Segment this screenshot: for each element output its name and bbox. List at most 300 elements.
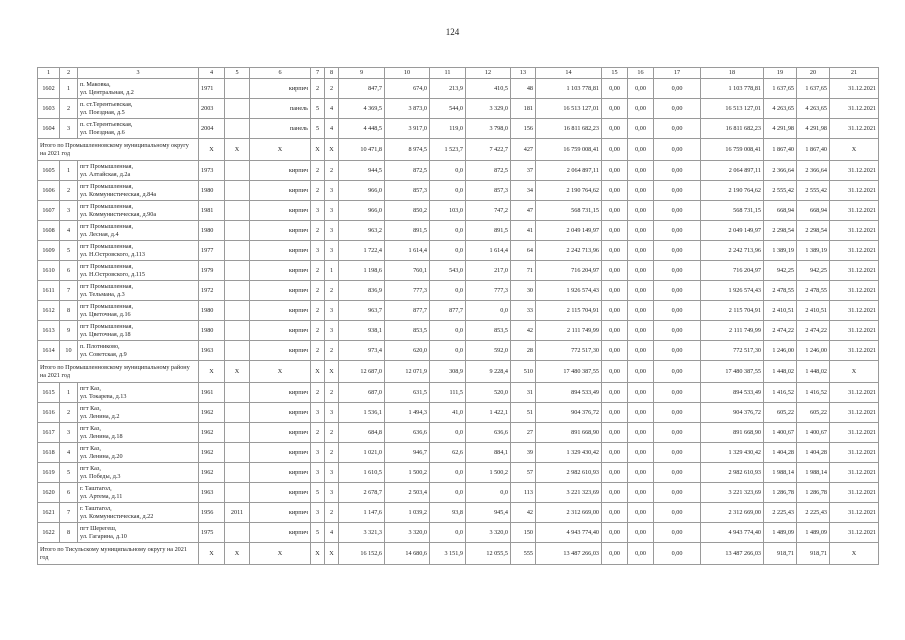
table-cell: 853,5 (385, 321, 430, 341)
table-cell: 4 (60, 443, 78, 463)
table-cell: 872,5 (385, 161, 430, 181)
table-cell: 1 614,4 (466, 241, 511, 261)
table-cell: 31.12.2021 (830, 483, 879, 503)
table-cell: кирпич (250, 423, 311, 443)
column-number-cell: 21 (830, 68, 879, 79)
table-cell: 31.12.2021 (830, 201, 879, 221)
table-cell: X (250, 543, 311, 565)
table-cell: 51 (511, 403, 536, 423)
table-cell: 31.12.2021 (830, 443, 879, 463)
table-cell: 716 204,97 (536, 261, 602, 281)
table-cell: 1961 (199, 383, 225, 403)
table-cell: 3 873,0 (385, 99, 430, 119)
table-cell: 0,00 (654, 119, 701, 139)
table-cell: 1972 (199, 281, 225, 301)
column-number-cell: 14 (536, 68, 602, 79)
table-cell: 1971 (199, 79, 225, 99)
table-cell: 3 (60, 119, 78, 139)
table-cell: 12 687,0 (339, 361, 385, 383)
table-cell: 2 (311, 181, 325, 201)
total-label-cell: Итого по Тисульскому муниципальному округу на 2021 год (38, 543, 199, 565)
table-cell: 0,00 (654, 181, 701, 201)
table-cell: 3 (311, 201, 325, 221)
table-cell: 4 291,98 (797, 119, 830, 139)
table-cell: 0,00 (628, 443, 654, 463)
table-cell: 520,0 (466, 383, 511, 403)
table-cell: 1617 (38, 423, 60, 443)
table-cell: кирпич (250, 201, 311, 221)
table-row (38, 523, 879, 543)
table-cell: X (250, 139, 311, 161)
table-cell: 0,00 (628, 221, 654, 241)
table-cell: 31.12.2021 (830, 119, 879, 139)
column-number-cell: 6 (250, 68, 311, 79)
table-row (38, 483, 879, 503)
table-cell: 3 (325, 483, 339, 503)
table-cell: 2 (311, 281, 325, 301)
table-cell: 1 (60, 383, 78, 403)
table-row (38, 241, 879, 261)
table-cell: 555 (511, 543, 536, 565)
table-cell (225, 301, 250, 321)
table-cell: 1 416,52 (797, 383, 830, 403)
table-cell: 1956 (199, 503, 225, 523)
table-cell: 0,00 (654, 423, 701, 443)
table-cell: кирпич (250, 221, 311, 241)
table-cell: 850,2 (385, 201, 430, 221)
table-cell (225, 383, 250, 403)
table-cell: X (311, 139, 325, 161)
table-cell: 760,1 (385, 261, 430, 281)
address-cell: пгт Каз, ул. Победы, д.3 (78, 463, 199, 483)
table-cell: 12 055,5 (466, 543, 511, 565)
table-cell: 3 (325, 463, 339, 483)
table-cell: 2 225,43 (764, 503, 797, 523)
column-number-cell: 8 (325, 68, 339, 79)
table-cell: 1 610,5 (339, 463, 385, 483)
address-cell: пгт Промышленная, ул. Н.Островского, д.113 (78, 241, 199, 261)
table-cell: 1 536,1 (339, 403, 385, 423)
table-cell: 3 (325, 403, 339, 423)
address-cell: п. Плотниково, ул. Советская, д.9 (78, 341, 199, 361)
table-cell: 0,00 (654, 241, 701, 261)
table-cell: 3 (311, 241, 325, 261)
table-cell: кирпич (250, 503, 311, 523)
table-cell: X (199, 139, 225, 161)
table-cell: 0,0 (430, 321, 466, 341)
table-cell: 891,5 (466, 221, 511, 241)
table-cell: 942,25 (797, 261, 830, 281)
table-cell: 966,0 (339, 201, 385, 221)
table-cell: 0,00 (628, 261, 654, 281)
table-cell: 1 867,40 (797, 139, 830, 161)
table-cell: 2 (60, 99, 78, 119)
table-cell: 0,0 (430, 181, 466, 201)
table-row (38, 281, 879, 301)
table-cell: 1613 (38, 321, 60, 341)
table-cell: X (225, 361, 250, 383)
address-cell: пгт Промышленная, ул. Цветочная, д.16 (78, 301, 199, 321)
table-cell: 5 (311, 483, 325, 503)
table-cell: кирпич (250, 483, 311, 503)
table-cell: 857,3 (466, 181, 511, 201)
table-cell: 2 678,7 (339, 483, 385, 503)
table-cell: X (199, 361, 225, 383)
table-cell: 1 103 778,81 (701, 79, 764, 99)
table-cell: X (325, 361, 339, 383)
table-cell: 47 (511, 201, 536, 221)
address-cell: пгт Промышленная, ул. Цветочная, д.18 (78, 321, 199, 341)
table-cell: 1 389,19 (797, 241, 830, 261)
column-number-cell: 16 (628, 68, 654, 79)
table-cell: 0,00 (628, 321, 654, 341)
table-cell: 308,9 (430, 361, 466, 383)
table-cell: 2 (325, 383, 339, 403)
table-cell: 1 147,6 (339, 503, 385, 523)
table-cell (225, 321, 250, 341)
table-cell: 1 404,28 (764, 443, 797, 463)
table-cell: 13 487 266,03 (701, 543, 764, 565)
table-cell: 4 943 774,40 (536, 523, 602, 543)
table-cell: 31.12.2021 (830, 261, 879, 281)
table-cell: 0,00 (654, 201, 701, 221)
table-cell: кирпич (250, 403, 311, 423)
table-cell: 31.12.2021 (830, 241, 879, 261)
table-cell: 687,0 (339, 383, 385, 403)
table-cell: 71 (511, 261, 536, 281)
table-cell: 119,0 (430, 119, 466, 139)
total-label-cell: Итого по Промышленновскому муниципальному району на 2021 год (38, 361, 199, 383)
table-cell: 5 (60, 463, 78, 483)
address-cell: п. ст.Терентьевская, ул. Поездная, д.6 (78, 119, 199, 139)
table-cell: 1 103 778,81 (536, 79, 602, 99)
table-cell: 631,5 (385, 383, 430, 403)
table-cell: 636,6 (385, 423, 430, 443)
table-cell (225, 161, 250, 181)
table-cell: 2004 (199, 119, 225, 139)
table-cell: 0,00 (602, 241, 628, 261)
table-cell: 1 329 430,42 (701, 443, 764, 463)
table-cell: 39 (511, 443, 536, 463)
table-cell: 0,00 (654, 503, 701, 523)
table-cell: 877,7 (430, 301, 466, 321)
table-cell: 410,5 (466, 79, 511, 99)
table-body (38, 68, 879, 565)
table-cell: 891 668,90 (536, 423, 602, 443)
table-cell: 0,00 (628, 201, 654, 221)
table-cell: кирпич (250, 341, 311, 361)
table-cell: 0,00 (654, 341, 701, 361)
table-cell: 944,5 (339, 161, 385, 181)
table-cell: 31.12.2021 (830, 181, 879, 201)
table-cell: 3 329,0 (466, 99, 511, 119)
table-cell: 872,5 (466, 161, 511, 181)
table-row (38, 161, 879, 181)
table-cell: 2003 (199, 99, 225, 119)
table-cell: 1606 (38, 181, 60, 201)
table-cell: 0,00 (654, 383, 701, 403)
table-cell: 0,00 (602, 341, 628, 361)
table-cell: 1615 (38, 383, 60, 403)
table-cell: 31.12.2021 (830, 281, 879, 301)
table-cell: 777,3 (466, 281, 511, 301)
table-row (38, 383, 879, 403)
table-cell: 674,0 (385, 79, 430, 99)
table-cell: 113 (511, 483, 536, 503)
table-cell: 877,7 (385, 301, 430, 321)
table-cell: 1962 (199, 403, 225, 423)
table-cell: 12 071,9 (385, 361, 430, 383)
table-cell: 1 286,78 (764, 483, 797, 503)
table-cell: 0,0 (466, 483, 511, 503)
table-cell: 2 555,42 (797, 181, 830, 201)
table-cell: 31 (511, 383, 536, 403)
table-cell: 2 115 704,91 (701, 301, 764, 321)
table-cell: 0,00 (602, 261, 628, 281)
table-cell: 31.12.2021 (830, 99, 879, 119)
table-cell: 904 376,72 (536, 403, 602, 423)
table-cell: 963,2 (339, 221, 385, 241)
table-cell: 2 (325, 79, 339, 99)
table-row (38, 261, 879, 281)
table-cell: X (830, 543, 879, 565)
table-cell: 2 (311, 341, 325, 361)
table-cell: 0,00 (602, 423, 628, 443)
table-cell: 894 533,49 (701, 383, 764, 403)
table-cell: 3 917,0 (385, 119, 430, 139)
table-cell (225, 261, 250, 281)
table-cell: 427 (511, 139, 536, 161)
table-cell (225, 119, 250, 139)
table-cell: 28 (511, 341, 536, 361)
table-cell: 620,0 (385, 341, 430, 361)
table-row (38, 119, 879, 139)
total-row (38, 361, 879, 383)
table-cell: 217,0 (466, 261, 511, 281)
table-cell (225, 281, 250, 301)
table-cell: кирпич (250, 321, 311, 341)
table-cell: 0,00 (602, 483, 628, 503)
total-row (38, 139, 879, 161)
table-cell: X (225, 543, 250, 565)
table-cell: 0,00 (628, 281, 654, 301)
table-cell: 2 410,51 (797, 301, 830, 321)
address-cell: пгт Каз, ул. Ленина, д.2 (78, 403, 199, 423)
table-cell: 0,00 (628, 301, 654, 321)
housing-registry-table (37, 67, 879, 565)
table-cell: 2 (325, 443, 339, 463)
table-cell: 2 049 149,97 (536, 221, 602, 241)
table-cell: 2 982 610,93 (701, 463, 764, 483)
table-cell: 1 (60, 161, 78, 181)
table-cell: 17 480 387,55 (536, 361, 602, 383)
table-cell: 918,71 (764, 543, 797, 565)
table-cell: 9 228,4 (466, 361, 511, 383)
table-cell: 150 (511, 523, 536, 543)
table-cell: 7 (60, 503, 78, 523)
table-cell: 41 (511, 221, 536, 241)
table-cell: 3 (311, 463, 325, 483)
table-cell: 1609 (38, 241, 60, 261)
table-cell: 5 (60, 241, 78, 261)
table-cell: 3 (325, 301, 339, 321)
table-row (38, 301, 879, 321)
table-cell: кирпич (250, 523, 311, 543)
table-cell: 1 988,14 (764, 463, 797, 483)
table-cell: 0,00 (628, 523, 654, 543)
table-cell: 9 (60, 321, 78, 341)
table-cell: 33 (511, 301, 536, 321)
table-cell: 31.12.2021 (830, 321, 879, 341)
table-cell: 42 (511, 503, 536, 523)
table-cell: 1 389,19 (764, 241, 797, 261)
table-cell: 31.12.2021 (830, 301, 879, 321)
table-cell: 1 494,3 (385, 403, 430, 423)
table-cell: 0,00 (628, 423, 654, 443)
table-cell: панель (250, 119, 311, 139)
table-cell: 1 286,78 (797, 483, 830, 503)
table-cell: 0,00 (654, 523, 701, 543)
table-cell: 0,00 (602, 463, 628, 483)
table-cell: 1602 (38, 79, 60, 99)
table-cell: 1980 (199, 301, 225, 321)
table-cell: 1614 (38, 341, 60, 361)
table-cell: X (325, 543, 339, 565)
table-cell: 510 (511, 361, 536, 383)
table-cell: 2 (325, 503, 339, 523)
table-cell: 31.12.2021 (830, 403, 879, 423)
column-number-cell: 5 (225, 68, 250, 79)
table-cell: 31.12.2021 (830, 423, 879, 443)
table-cell: 0,00 (654, 321, 701, 341)
table-cell: панель (250, 99, 311, 119)
table-cell: 0,00 (628, 241, 654, 261)
table-cell: 2 (325, 423, 339, 443)
table-cell: 0,00 (602, 161, 628, 181)
table-cell: 31.12.2021 (830, 221, 879, 241)
table-cell: 2 (311, 423, 325, 443)
table-cell: 857,3 (385, 181, 430, 201)
table-cell: 3 320,0 (466, 523, 511, 543)
table-cell: 2 312 669,00 (701, 503, 764, 523)
table-row (38, 463, 879, 483)
table-cell: 1963 (199, 483, 225, 503)
table-cell: 1616 (38, 403, 60, 423)
table-cell: X (199, 543, 225, 565)
table-cell: 1980 (199, 221, 225, 241)
table-cell: 4 291,98 (764, 119, 797, 139)
table-cell: 1 500,2 (466, 463, 511, 483)
table-cell: 2 111 749,99 (701, 321, 764, 341)
column-number-cell: 13 (511, 68, 536, 79)
table-cell: 4 263,65 (797, 99, 830, 119)
table-cell: 1975 (199, 523, 225, 543)
table-cell: 2 366,64 (764, 161, 797, 181)
address-cell: пгт Промышленная, ул. Коммунистическая, д.90а (78, 201, 199, 221)
table-cell: 568 731,15 (701, 201, 764, 221)
table-cell: 942,25 (764, 261, 797, 281)
table-cell: 0,00 (602, 321, 628, 341)
table-cell: 1 489,09 (797, 523, 830, 543)
table-cell: 1603 (38, 99, 60, 119)
table-cell: 853,5 (466, 321, 511, 341)
table-cell: 2 298,54 (797, 221, 830, 241)
table-cell: 1622 (38, 523, 60, 543)
table-cell: кирпич (250, 261, 311, 281)
table-cell: 8 (60, 301, 78, 321)
table-cell: 1 246,00 (764, 341, 797, 361)
table-row (38, 79, 879, 99)
table-cell: кирпич (250, 79, 311, 99)
table-cell: 3 320,0 (385, 523, 430, 543)
column-number-cell: 9 (339, 68, 385, 79)
page-number: 124 (445, 27, 460, 37)
table-cell: 1 988,14 (797, 463, 830, 483)
table-cell: 3 (325, 221, 339, 241)
table-cell: 2 478,55 (797, 281, 830, 301)
table-cell: 2 474,22 (797, 321, 830, 341)
table-cell: 8 974,5 (385, 139, 430, 161)
table-cell: 0,00 (602, 301, 628, 321)
table-cell: 3 (325, 241, 339, 261)
table-cell: 891,5 (385, 221, 430, 241)
table-cell (225, 221, 250, 241)
table-cell: 2 312 669,00 (536, 503, 602, 523)
table-cell: 0,00 (602, 383, 628, 403)
table-cell: 4 448,5 (339, 119, 385, 139)
table-cell: 0,00 (654, 261, 701, 281)
table-cell: 0,00 (654, 79, 701, 99)
table-cell: 2 225,43 (797, 503, 830, 523)
table-cell: кирпич (250, 281, 311, 301)
table-cell: 2 (311, 79, 325, 99)
table-cell: 2 (311, 161, 325, 181)
table-cell: 2 (325, 281, 339, 301)
table-row (38, 423, 879, 443)
table-cell: 2 (325, 341, 339, 361)
column-number-cell: 4 (199, 68, 225, 79)
table-cell: 0,0 (430, 463, 466, 483)
table-cell: 1 867,40 (764, 139, 797, 161)
table-cell: 0,0 (430, 161, 466, 181)
table-cell: 0,0 (430, 523, 466, 543)
table-cell: 0,00 (654, 161, 701, 181)
table-cell: 3 (60, 201, 78, 221)
table-cell: 1977 (199, 241, 225, 261)
table-cell: 1 246,00 (797, 341, 830, 361)
table-cell: 772 517,30 (536, 341, 602, 361)
table-cell: 1 021,0 (339, 443, 385, 463)
table-cell (225, 241, 250, 261)
table-cell: 3 (60, 423, 78, 443)
table-cell: X (311, 543, 325, 565)
table-cell: 1 722,4 (339, 241, 385, 261)
table-cell: 938,1 (339, 321, 385, 341)
table-cell: 1 422,1 (466, 403, 511, 423)
table-cell: 1618 (38, 443, 60, 463)
table-cell: 0,00 (602, 119, 628, 139)
table-cell (225, 403, 250, 423)
table-cell: 1980 (199, 321, 225, 341)
table-cell: 0,00 (602, 503, 628, 523)
table-row (38, 503, 879, 523)
total-label-cell: Итого по Промышленновскому муниципальному округу на 2021 год (38, 139, 199, 161)
table-cell: 1 637,65 (764, 79, 797, 99)
table-cell: 3 (325, 181, 339, 201)
address-cell: пгт Промышленная, ул. Лесная, д.4 (78, 221, 199, 241)
table-cell: 1 (60, 79, 78, 99)
table-cell: 4 369,5 (339, 99, 385, 119)
